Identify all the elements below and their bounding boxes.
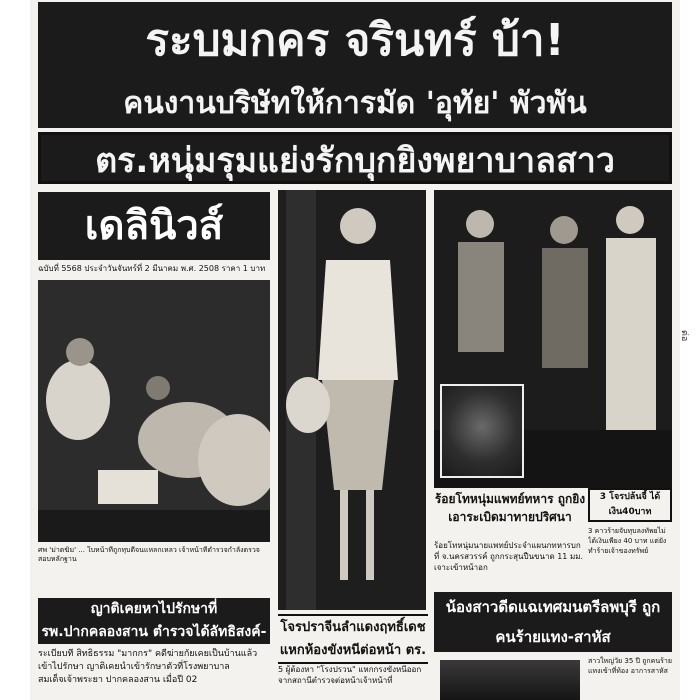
- margin-note: ต่อ: [679, 330, 689, 342]
- middle-story-body: 5 ผู้ต้องหา "โรงปรวน" แหกกรงขังหนีออกจากสถานีตำรวจต่อหน้าเจ้าหน้าที่: [278, 665, 422, 685]
- crime-scene-image: [38, 280, 270, 542]
- crime-photo-caption: ศพ 'ม่าตฆิม' ... ใบหน้าที่ถูกทุบตีจนแหลกเหลว เจ้าหน้าที่ตำรวจกำลังตรวจสอบหลักฐาน: [38, 546, 260, 563]
- doctor-story-body: ร้อยโทหนุ่มนายแพทย์ประจำแผนกทหารบก ที่ จ.นครสวรรค์ ถูกกระสุนปืนขนาด 11 มม. เจาะเข้าหน้าอก: [434, 541, 584, 572]
- left-story-body: ระเบียบที่ สิทธิธรรม "มากกร" คดีฆ่ายกัยเคยเป็นบ้านแล้วเข้าไปรักษา ญาติเคยนำเข้ารักษาตัวที่โรงพยาบาลสมเด็จเจ้าพระยา ปากคลองสาน เมื่อปี 02: [38, 649, 258, 685]
- third-headline: ตร.หนุ่มรุมแย่งรักบุกยิงพยาบาลสาว: [38, 132, 672, 184]
- issue-line: ฉบับที่ 5568 ประจำวันจันทร์ที่ 2 มีนาคม พ.ศ. 2508 ราคา 1 บาท: [38, 264, 266, 273]
- sub-headline: คนงานบริษัทให้การมัด 'อุทัย' พัวพัน: [38, 80, 672, 128]
- middle-story-headline: โจรปราจีนลำแดงฤทธิ์เดช แหกห้องขังหนีต่อหน้า ตร.: [278, 614, 428, 664]
- woman-photo: [278, 190, 426, 610]
- bottom-portrait-photo: [440, 660, 580, 700]
- woman-figure-image: [278, 190, 426, 610]
- doctor-story-headline: ร้อยโทหนุ่มแพทย์ทหาร ถูกยิงเอาระเบิดมาทายปริศนา: [434, 492, 586, 524]
- main-headline: ระบมกคร จรินทร์ บ้า!: [38, 2, 672, 80]
- crime-scene-photo: [38, 280, 270, 542]
- right-bottom-body: สาวใหญ่วัย 35 ปี ถูกคนร้ายแทงเข้าที่ท้อง อาการสาหัส: [588, 657, 672, 675]
- right-bottom-headline: น้องสาวดีดแฉเทศมนตรีลพบุรี ถูกคนร้ายแทง-สาหัส: [434, 592, 672, 652]
- robbery-box-body: 3 คาวร้ายจับทุบลงทัพยไม่ได้เงินเพียง 40 บาท แต่ยังทำร้ายเจ้าของทรัพย์: [588, 527, 667, 555]
- left-story-headline: ญาติเคยหาไปรักษาที่รพ.ปากคลองสาน ตำรวจได้ลัทธิสงค์-: [38, 598, 270, 644]
- robbery-box-headline: 3 โจรปล้นจี้ ได้เงิน40บาท: [588, 488, 672, 522]
- masthead-logo: เดลินิวส์: [38, 192, 270, 260]
- doctor-portrait-inset: [440, 384, 524, 478]
